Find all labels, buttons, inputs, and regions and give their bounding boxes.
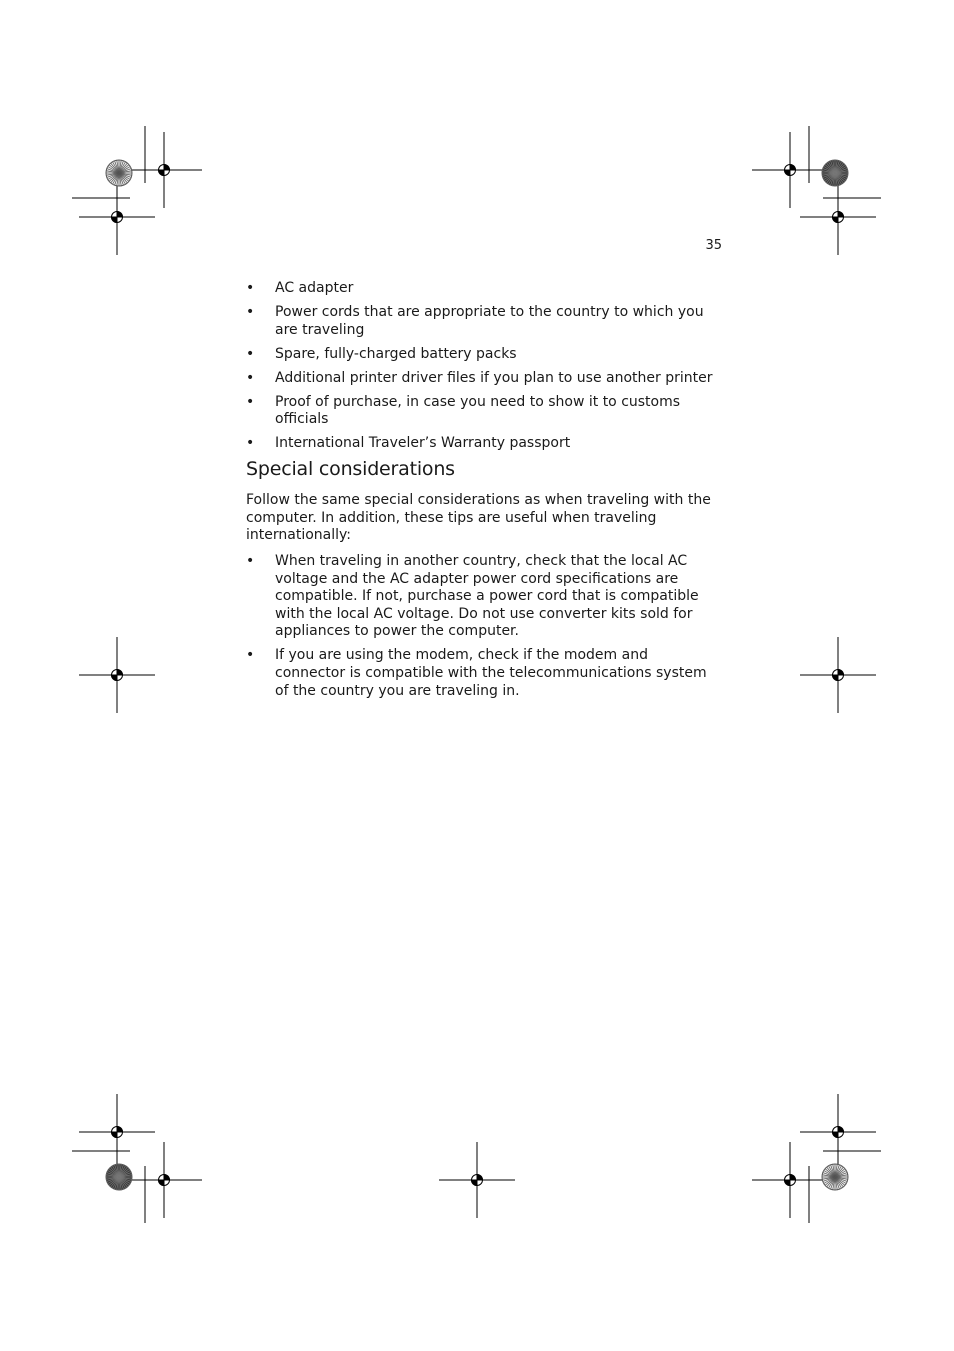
bullet-icon: •	[246, 345, 255, 362]
list-item	[246, 280, 722, 298]
list-item-text: Additional printer driver files if you plan to use another printer	[275, 369, 713, 386]
registration-target-icon	[800, 179, 876, 255]
list-item	[246, 553, 722, 641]
color-bar-star-icon	[822, 1164, 848, 1190]
registration-target-icon	[752, 132, 828, 208]
international-tips-list	[246, 553, 722, 707]
list-item	[246, 647, 722, 700]
registration-target-icon	[800, 1094, 876, 1170]
registration-target-icon	[126, 1142, 202, 1218]
page-number: 35	[705, 238, 722, 253]
registration-target-icon	[79, 179, 155, 255]
list-item-text: International Traveler’s Warranty passport	[275, 435, 571, 452]
registration-target-icon	[79, 1094, 155, 1170]
list-item-text: AC adapter	[275, 280, 354, 296]
registration-target-icon	[752, 1142, 828, 1218]
list-item	[246, 346, 722, 364]
color-bar-star-icon	[106, 1164, 132, 1190]
list-item-text: If you are using the modem, check if the modem and connector is compatible with the telecommunications system of the country you are traveling in.	[275, 647, 707, 699]
registration-target-icon	[439, 1142, 515, 1218]
color-bar-star-icon	[106, 160, 132, 186]
list-item	[246, 370, 722, 388]
bullet-icon: •	[246, 393, 255, 410]
bullet-icon: •	[246, 647, 255, 664]
list-item-text: Proof of purchase, in case you need to show it to customs officials	[275, 393, 681, 428]
travel-items-list	[246, 280, 722, 459]
color-bar-star-icon	[822, 160, 848, 186]
list-item-text: When traveling in another country, check that the local AC voltage and the AC adapter power cord specifications are compatible. If not, purchase a power cord that is compatible with the local AC voltage. Do not use converter kits sold for appliances to power the computer.	[275, 553, 699, 640]
section-intro: Follow the same special considerations as when traveling with the computer. In addition, these tips are useful when traveling internationally:	[246, 492, 711, 544]
list-item-text: Power cords that are appropriate to the country to which you are traveling	[275, 303, 704, 338]
bullet-icon: •	[246, 303, 255, 320]
registration-target-icon	[126, 132, 202, 208]
list-item	[246, 304, 722, 339]
bullet-icon: •	[246, 369, 255, 386]
bullet-icon: •	[246, 435, 255, 452]
section-heading: Special considerations	[246, 458, 455, 480]
list-item-text: Spare, fully-charged battery packs	[275, 345, 517, 362]
bullet-icon: •	[246, 553, 255, 569]
bullet-icon: •	[246, 280, 255, 296]
list-item	[246, 435, 722, 453]
registration-target-icon	[79, 637, 155, 713]
registration-target-icon	[800, 637, 876, 713]
list-item	[246, 394, 722, 429]
